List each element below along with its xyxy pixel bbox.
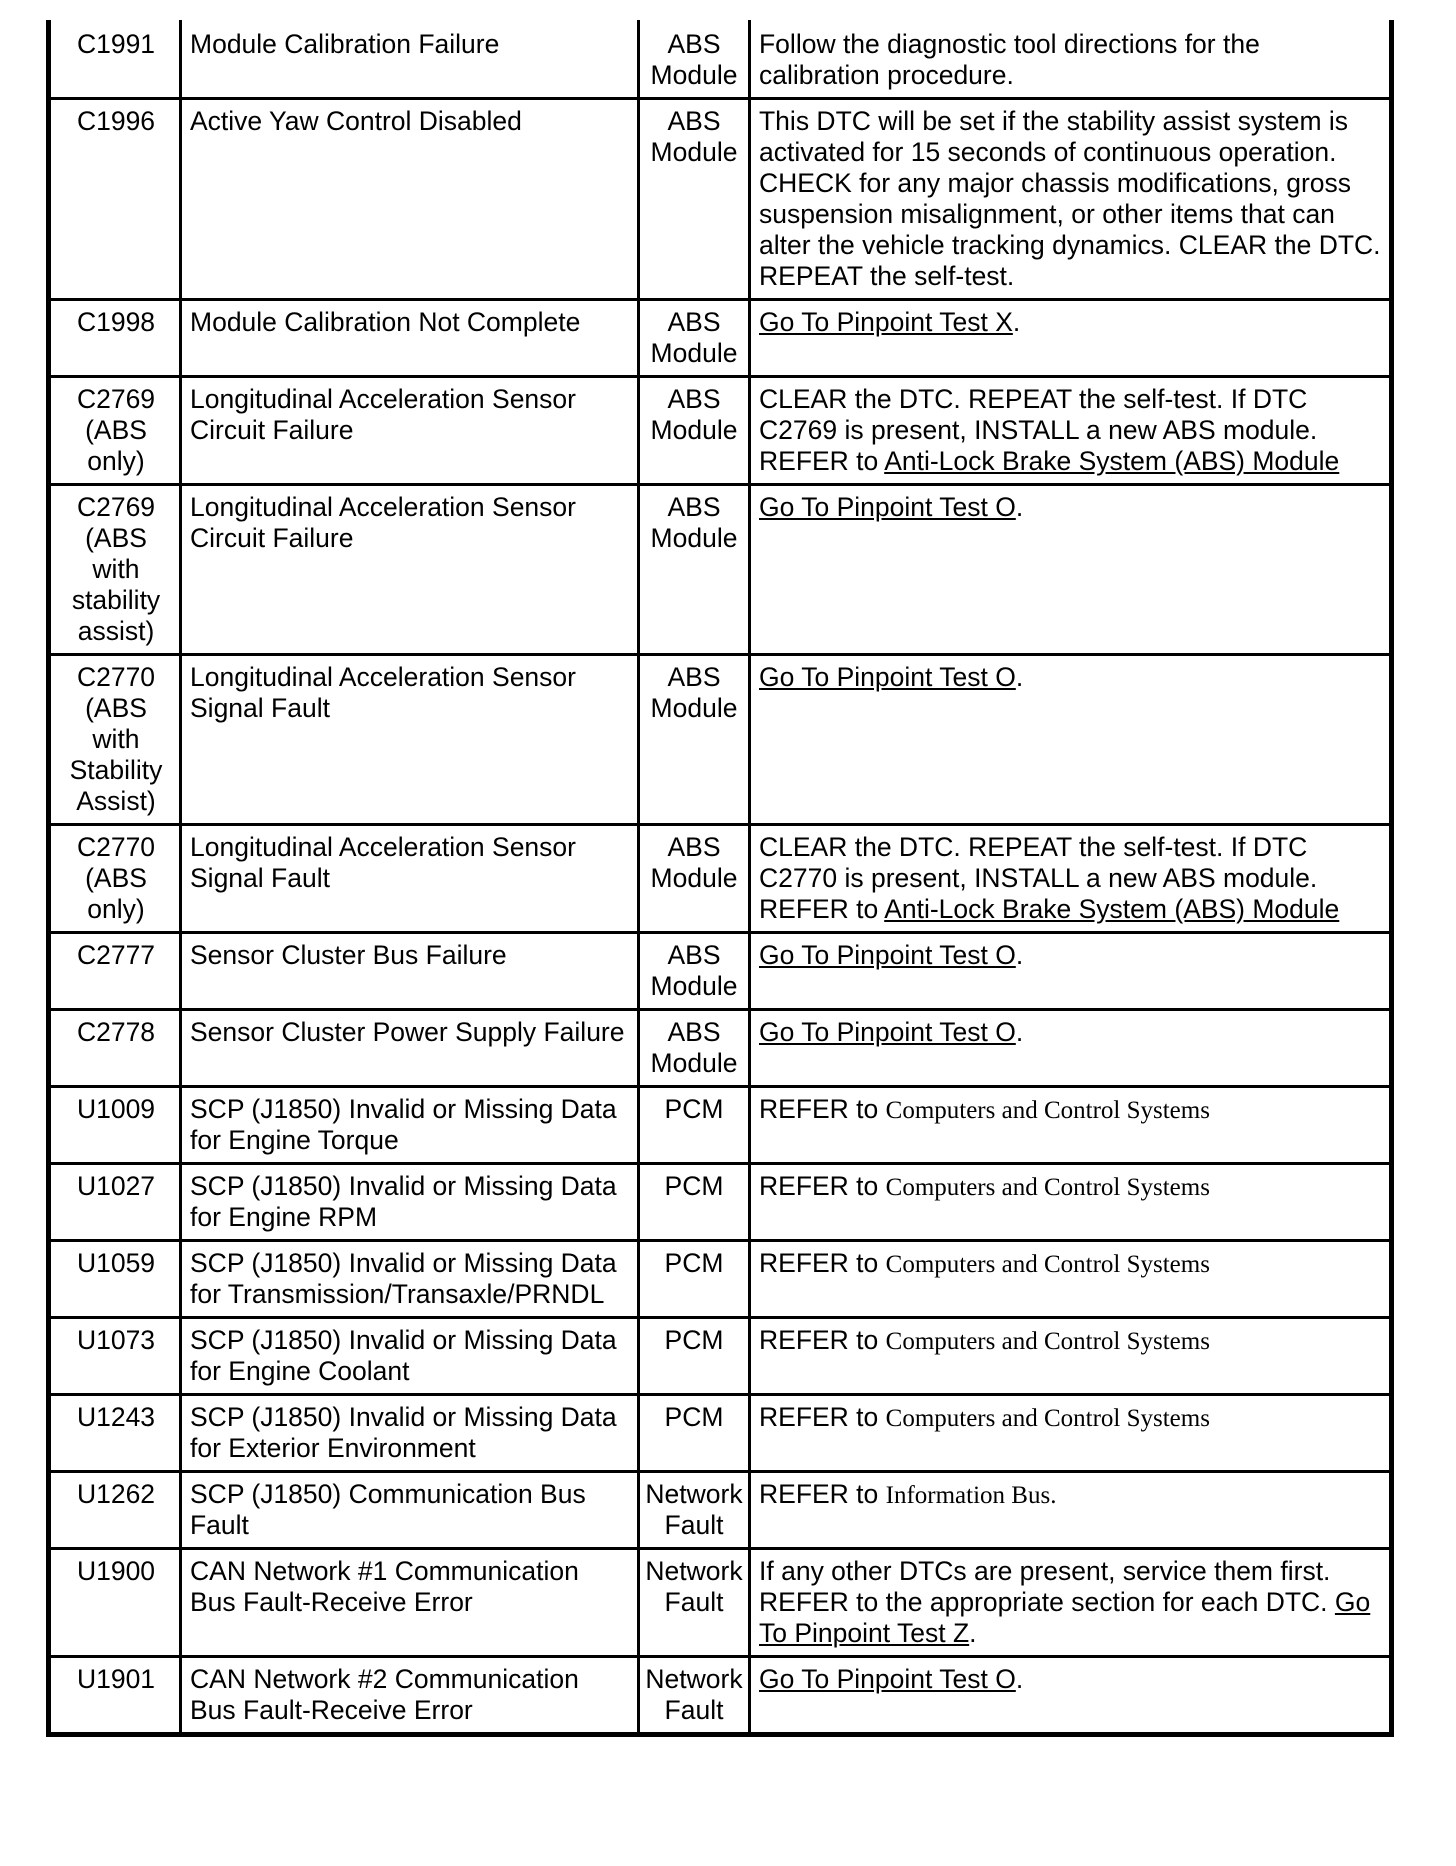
dtc-description: SCP (J1850) Invalid or Missing Data for Engine Coolant (181, 1318, 639, 1395)
dtc-action (750, 825, 1392, 933)
dtc-source: ABS Module (639, 99, 750, 300)
table-row (49, 485, 1392, 655)
table-row (49, 1087, 1392, 1164)
dtc-description: Longitudinal Acceleration Sensor Signal Fault (181, 825, 639, 933)
dtc-action (750, 1657, 1392, 1735)
dtc-code: C1996 (49, 99, 181, 300)
pinpoint-link[interactable]: Go To Pinpoint Test O (759, 1664, 1016, 1694)
dtc-table (46, 20, 1394, 1737)
table-row (49, 655, 1392, 825)
dtc-description: CAN Network #1 Communication Bus Fault-Receive Error (181, 1549, 639, 1657)
dtc-action (750, 1241, 1392, 1318)
dtc-code: C2769 (ABS with stability assist) (49, 485, 181, 655)
reference-section: Computers and Control Systems (885, 1328, 1210, 1355)
reference-section: Information Bus. (885, 1482, 1057, 1509)
dtc-description: SCP (J1850) Invalid or Missing Data for Engine Torque (181, 1087, 639, 1164)
dtc-code: U1262 (49, 1472, 181, 1549)
dtc-code: C2770 (ABS with Stability Assist) (49, 655, 181, 825)
dtc-action (750, 933, 1392, 1010)
dtc-source: ABS Module (639, 933, 750, 1010)
dtc-code: U1900 (49, 1549, 181, 1657)
dtc-source: ABS Module (639, 1010, 750, 1087)
dtc-description: SCP (J1850) Invalid or Missing Data for Exterior Environment (181, 1395, 639, 1472)
dtc-table-body (49, 20, 1392, 1735)
action-punctuation: . (1015, 662, 1024, 692)
table-row (49, 99, 1392, 300)
dtc-action (750, 655, 1392, 825)
dtc-source: Network Fault (639, 1657, 750, 1735)
dtc-action (750, 1318, 1392, 1395)
dtc-code: C1991 (49, 20, 181, 99)
table-row (49, 300, 1392, 377)
table-row (49, 1657, 1392, 1735)
dtc-action (750, 1395, 1392, 1472)
dtc-description: SCP (J1850) Communication Bus Fault (181, 1472, 639, 1549)
reference-section: Computers and Control Systems (885, 1405, 1210, 1432)
dtc-description: CAN Network #2 Communication Bus Fault-Receive Error (181, 1657, 639, 1735)
action-text: REFER to (759, 1479, 886, 1509)
dtc-action (750, 1010, 1392, 1087)
action-text: REFER to (759, 1248, 886, 1278)
action-text: CLEAR the DTC. REPEAT the self-test. If DTC C2770 is present, INSTALL a new ABS module. REFER to (759, 832, 1318, 924)
action-punctuation: . (1015, 492, 1024, 522)
table-row (49, 20, 1392, 99)
dtc-description: SCP (J1850) Invalid or Missing Data for Engine RPM (181, 1164, 639, 1241)
dtc-description: SCP (J1850) Invalid or Missing Data for Transmission/Transaxle/PRNDL (181, 1241, 639, 1318)
action-text: Follow the diagnostic tool directions for the calibration procedure. (759, 29, 1260, 90)
pinpoint-link[interactable]: Go To Pinpoint Test O (759, 1017, 1016, 1047)
pinpoint-link[interactable]: Go To Pinpoint Test X (759, 307, 1013, 337)
dtc-action (750, 485, 1392, 655)
dtc-source: Network Fault (639, 1549, 750, 1657)
action-punctuation: . (969, 1618, 977, 1648)
dtc-source: ABS Module (639, 377, 750, 485)
reference-section: Computers and Control Systems (885, 1251, 1210, 1278)
action-text: REFER to (759, 1402, 886, 1432)
dtc-source: ABS Module (639, 300, 750, 377)
dtc-code: U1059 (49, 1241, 181, 1318)
dtc-description: Sensor Cluster Power Supply Failure (181, 1010, 639, 1087)
pinpoint-link[interactable]: Go To Pinpoint Test O (759, 492, 1016, 522)
dtc-code: C1998 (49, 300, 181, 377)
dtc-source: PCM (639, 1087, 750, 1164)
table-row (49, 377, 1392, 485)
table-row (49, 1395, 1392, 1472)
dtc-action (750, 1164, 1392, 1241)
dtc-source: PCM (639, 1164, 750, 1241)
dtc-source: ABS Module (639, 825, 750, 933)
dtc-source: Network Fault (639, 1472, 750, 1549)
dtc-code: U1073 (49, 1318, 181, 1395)
reference-section: Computers and Control Systems (885, 1097, 1210, 1124)
action-text: This DTC will be set if the stability assist system is activated for 15 seconds of continuous operation. CHECK for any major chassis modifications, gross suspension misalignment, or other items that can alter the vehicle tracking dynamics. CLEAR the DTC. REPEAT the self-test. (759, 106, 1381, 291)
dtc-action (750, 1087, 1392, 1164)
table-row (49, 1549, 1392, 1657)
table-row (49, 1318, 1392, 1395)
table-row (49, 1241, 1392, 1318)
table-row (49, 1164, 1392, 1241)
pinpoint-link[interactable]: Go To Pinpoint Test O (759, 662, 1016, 692)
table-row (49, 1010, 1392, 1087)
action-punctuation: . (1012, 307, 1021, 337)
action-text: If any other DTCs are present, service them first. REFER to the appropriate section for each DTC. (759, 1556, 1335, 1617)
action-punctuation: . (1015, 1664, 1024, 1694)
action-text: REFER to (759, 1094, 886, 1124)
dtc-description: Sensor Cluster Bus Failure (181, 933, 639, 1010)
dtc-code: U1243 (49, 1395, 181, 1472)
action-punctuation: . (1015, 940, 1024, 970)
action-text: CLEAR the DTC. REPEAT the self-test. If DTC C2769 is present, INSTALL a new ABS module. REFER to (759, 384, 1318, 476)
dtc-code: C2777 (49, 933, 181, 1010)
action-punctuation: . (1015, 1017, 1024, 1047)
dtc-source: ABS Module (639, 20, 750, 99)
dtc-action (750, 20, 1392, 99)
dtc-description: Longitudinal Acceleration Sensor Signal Fault (181, 655, 639, 825)
dtc-source: ABS Module (639, 485, 750, 655)
dtc-code: C2770 (ABS only) (49, 825, 181, 933)
dtc-code: U1901 (49, 1657, 181, 1735)
pinpoint-link[interactable]: Anti-Lock Brake System (ABS) Module (884, 446, 1340, 476)
dtc-description: Active Yaw Control Disabled (181, 99, 639, 300)
dtc-action (750, 1549, 1392, 1657)
pinpoint-link[interactable]: Go To Pinpoint Test Z (759, 1587, 1371, 1648)
pinpoint-link[interactable]: Anti-Lock Brake System (ABS) Module (884, 894, 1340, 924)
dtc-source: PCM (639, 1241, 750, 1318)
table-row (49, 825, 1392, 933)
dtc-action (750, 377, 1392, 485)
dtc-code: C2778 (49, 1010, 181, 1087)
action-text: REFER to (759, 1325, 886, 1355)
dtc-code: C2769 (ABS only) (49, 377, 181, 485)
dtc-description: Module Calibration Not Complete (181, 300, 639, 377)
reference-section: Computers and Control Systems (885, 1174, 1210, 1201)
dtc-description: Longitudinal Acceleration Sensor Circuit Failure (181, 377, 639, 485)
dtc-action (750, 1472, 1392, 1549)
table-row (49, 1472, 1392, 1549)
dtc-source: PCM (639, 1318, 750, 1395)
action-text: REFER to (759, 1171, 886, 1201)
dtc-source: PCM (639, 1395, 750, 1472)
dtc-action (750, 99, 1392, 300)
pinpoint-link[interactable]: Go To Pinpoint Test O (759, 940, 1016, 970)
dtc-code: U1009 (49, 1087, 181, 1164)
table-row (49, 933, 1392, 1010)
dtc-code: U1027 (49, 1164, 181, 1241)
dtc-description: Module Calibration Failure (181, 20, 639, 99)
dtc-source: ABS Module (639, 655, 750, 825)
dtc-description: Longitudinal Acceleration Sensor Circuit Failure (181, 485, 639, 655)
dtc-action (750, 300, 1392, 377)
